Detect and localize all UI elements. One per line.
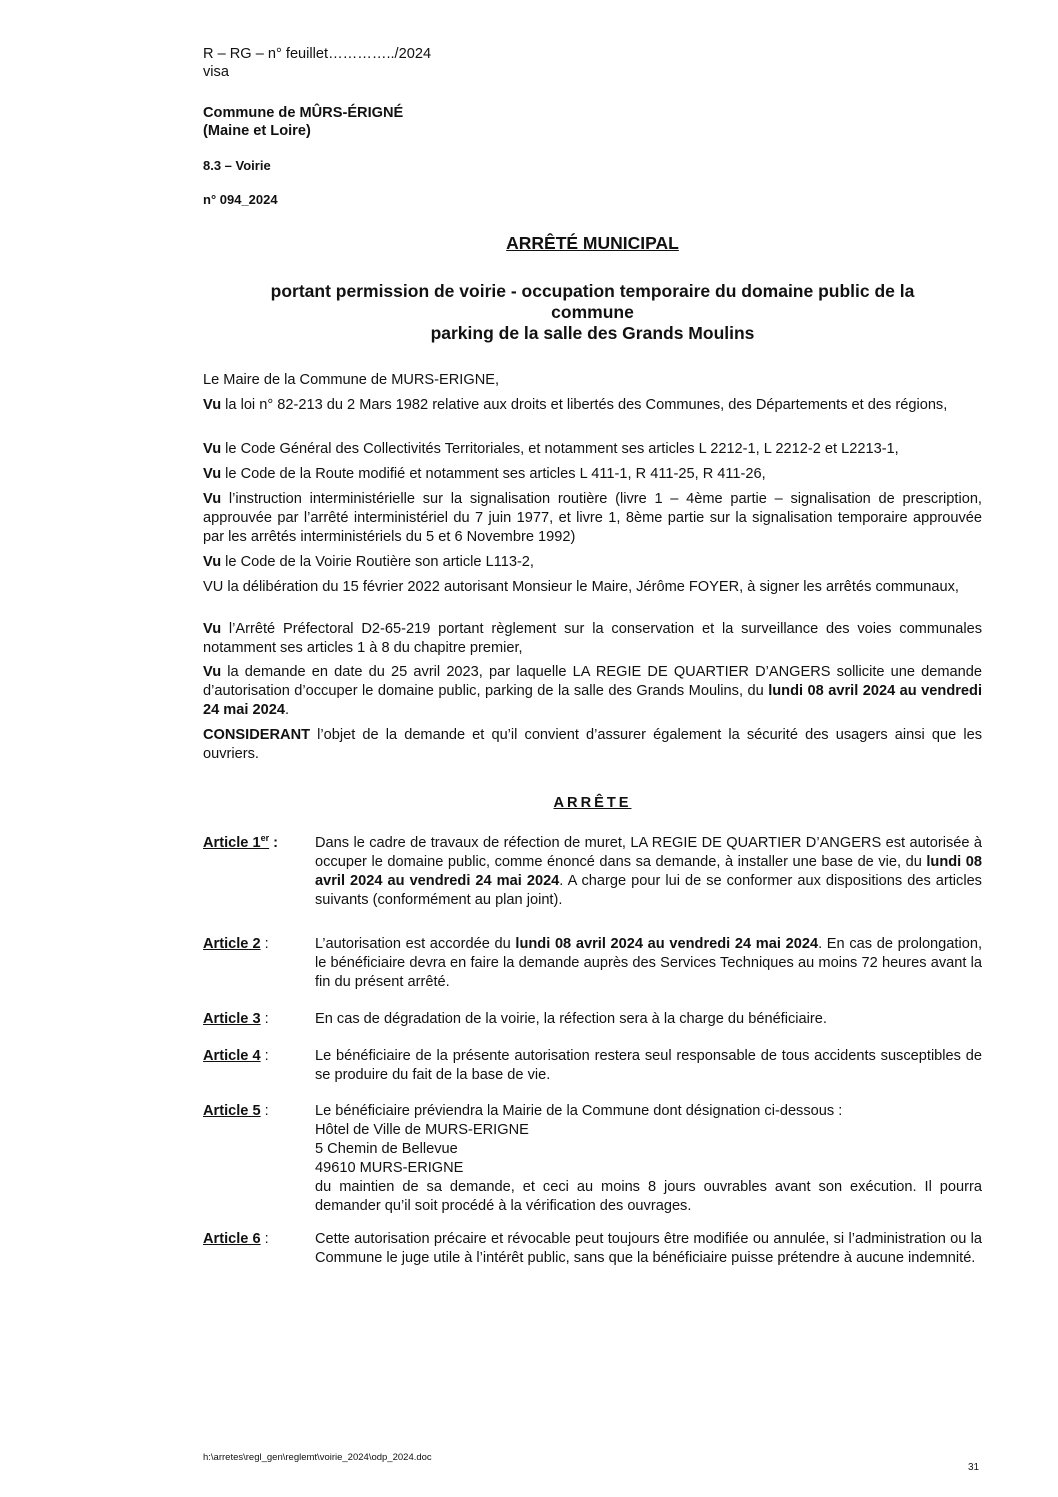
subtitle-line-2: commune [551, 302, 634, 322]
article-2-text-b: . En cas de prolongation, le bénéficiaire devra en faire la demande auprès des Services Techniques au moins 72 heures avant la fin du présent arrêté. [315, 936, 982, 990]
article-1-text-b: . A charge pour lui de se conformer aux dispositions des articles suivants (conformément au plan joint). [315, 873, 982, 908]
considerant-clause [203, 726, 982, 764]
vu-text: l’instruction interministérielle sur la signalisation routière (livre 1 – 4ème partie – signalisation de prescription, approuvée par l’arrêté interministériel du 7 juin 1977, et livre 1, 8ème partie sur la signalisation temporaire approuvée par les arrêtés interministériels du 5 et 6 Novembre 1992) [203, 491, 982, 545]
vu-keyword: Vu [203, 554, 222, 570]
department-name: (Maine et Loire) [203, 123, 311, 139]
vu-keyword: Vu [203, 621, 222, 637]
vu-end: . [284, 702, 290, 718]
article-6-colon: : [260, 1231, 269, 1247]
commune-name: Commune de MÛRS-ÉRIGNÉ [203, 105, 404, 121]
page-number: 31 [968, 1462, 980, 1473]
footer-file-path: h:\arretes\regl_gen\reglemt\voirie_2024\odp_2024.doc [203, 1452, 432, 1463]
vu-dates: lundi 08 avril 2024 au vendredi 24 mai 2024 [203, 683, 982, 718]
article-5-line-5: du maintien de sa demande, et ceci au moins 8 jours ouvrables avant son exécution. Il pourra demander qu’il soit procédé à la vérification des ouvrages. [315, 1179, 982, 1214]
article-1-sup: er [260, 833, 270, 844]
article-6-body: Cette autorisation précaire et révocable peut toujours être modifiée ou annulée, si l’administration ou la Commune le juge utile à l’intérêt public, sans que la bénéficiaire puisse prétendre à aucune indemnité. [315, 1231, 982, 1266]
vu-text: le Code de la Voirie Routière son article L113-2, [221, 554, 534, 570]
article-3-body: En cas de dégradation de la voirie, la réfection sera à la charge du bénéficiaire. [315, 1011, 827, 1027]
considerant-text: l’objet de la demande et qu’il convient d’assurer également la sécurité des usagers ainsi que les ouvriers. [203, 727, 982, 762]
category-label: 8.3 – Voirie [203, 158, 271, 173]
article-2-label [203, 935, 269, 954]
article-5-address-name: Hôtel de Ville de MURS-ERIGNE [315, 1122, 529, 1138]
article-5-colon: : [260, 1103, 269, 1119]
considerant-keyword: CONSIDERANT [203, 727, 311, 743]
vu-text: la loi n° 82-213 du 2 Mars 1982 relative aux droits et libertés des Communes, des Départements et des régions, [221, 397, 948, 413]
article-2-colon: : [260, 936, 269, 952]
article-1-text-a: Dans le cadre de travaux de réfection de muret, LA REGIE DE QUARTIER D’ANGERS est autorisée à occuper le domaine public, comme énoncé dans sa demande, à installer une base de vie, du [315, 835, 982, 870]
document-subtitle [203, 281, 982, 344]
article-4-title: Article 4 [203, 1048, 261, 1064]
visa-label: visa [203, 64, 229, 80]
vu-clause-8 [203, 663, 982, 720]
subtitle-line-1: portant permission de voirie - occupation temporaire du domaine public de la [270, 281, 915, 301]
article-5-title: Article 5 [203, 1103, 261, 1119]
vu-text: le Code Général des Collectivités Territoriales, et notamment ses articles L 2212-1, L 2212-2 et L2213-1, [221, 441, 899, 457]
preamble-intro: Le Maire de la Commune de MURS-ERIGNE, [203, 372, 500, 388]
document-title: ARRÊTÉ MUNICIPAL [506, 233, 679, 253]
article-1-colon: : [269, 835, 279, 851]
reference-line: R – RG – n° feuillet…………../2024 [203, 46, 432, 62]
article-5-address-street: 5 Chemin de Bellevue [315, 1141, 458, 1157]
article-1-body [315, 834, 982, 910]
vu-keyword: Vu [203, 466, 222, 482]
article-1-title [203, 835, 269, 851]
article-2-body [315, 935, 982, 992]
vu-clause-5 [203, 553, 982, 572]
vu-text: la demande en date du 25 avril 2023, par laquelle LA REGIE DE QUARTIER D’ANGERS sollicite une demande d’autorisation d’occuper le domaine public, parking de la salle des Grands Moulins, du [203, 664, 982, 699]
article-6-label [203, 1230, 269, 1249]
article-1-dates: lundi 08 avril 2024 au vendredi 24 mai 2024 [315, 854, 983, 889]
article-4-body: Le bénéficiaire de la présente autorisation restera seul responsable de tous accidents susceptibles de se produire du fait de la base de vie. [315, 1048, 982, 1083]
article-2-title: Article 2 [203, 936, 261, 952]
article-3-label [203, 1010, 269, 1029]
article-6-title: Article 6 [203, 1231, 261, 1247]
vu-clause-1 [203, 396, 982, 415]
vu-text: le Code de la Route modifié et notamment ses articles L 411-1, R 411-25, R 411-26, [221, 466, 766, 482]
article-2-dates: lundi 08 avril 2024 au vendredi 24 mai 2024 [515, 936, 819, 952]
article-3-colon: : [260, 1011, 269, 1027]
article-1-label [203, 834, 278, 853]
vu-keyword: Vu [203, 491, 222, 507]
article-5-address-city: 49610 MURS-ERIGNE [315, 1160, 464, 1176]
article-5-body [315, 1102, 982, 1216]
decree-number: n° 094_2024 [203, 192, 278, 207]
vu-keyword: Vu [203, 441, 222, 457]
vu-keyword: Vu [203, 397, 222, 413]
article-1-name: Article 1 [203, 835, 261, 851]
vu-text: l’Arrêté Préfectoral D2-65-219 portant règlement sur la conservation et la surveillance des voies communales notamment ses articles 1 à 8 du chapitre premier, [203, 621, 982, 656]
vu-clause-4 [203, 490, 982, 547]
article-4-label [203, 1047, 269, 1066]
subtitle-line-3: parking de la salle des Grands Moulins [430, 323, 755, 343]
article-3-title: Article 3 [203, 1011, 261, 1027]
vu-keyword: Vu [203, 664, 222, 680]
vu-clause-2 [203, 440, 982, 459]
vu-clause-3 [203, 465, 982, 484]
article-5-label [203, 1102, 269, 1121]
article-5-line-1: Le bénéficiaire préviendra la Mairie de la Commune dont désignation ci-dessous : [315, 1103, 843, 1119]
vu-clause-7 [203, 620, 982, 658]
article-2-text-a: L’autorisation est accordée du [315, 936, 516, 952]
vu-clause-6: VU la délibération du 15 février 2022 autorisant Monsieur le Maire, Jérôme FOYER, à signer les arrêtés communaux, [203, 579, 959, 595]
article-4-colon: : [260, 1048, 269, 1064]
arrete-heading: ARRÊTE [553, 795, 632, 811]
